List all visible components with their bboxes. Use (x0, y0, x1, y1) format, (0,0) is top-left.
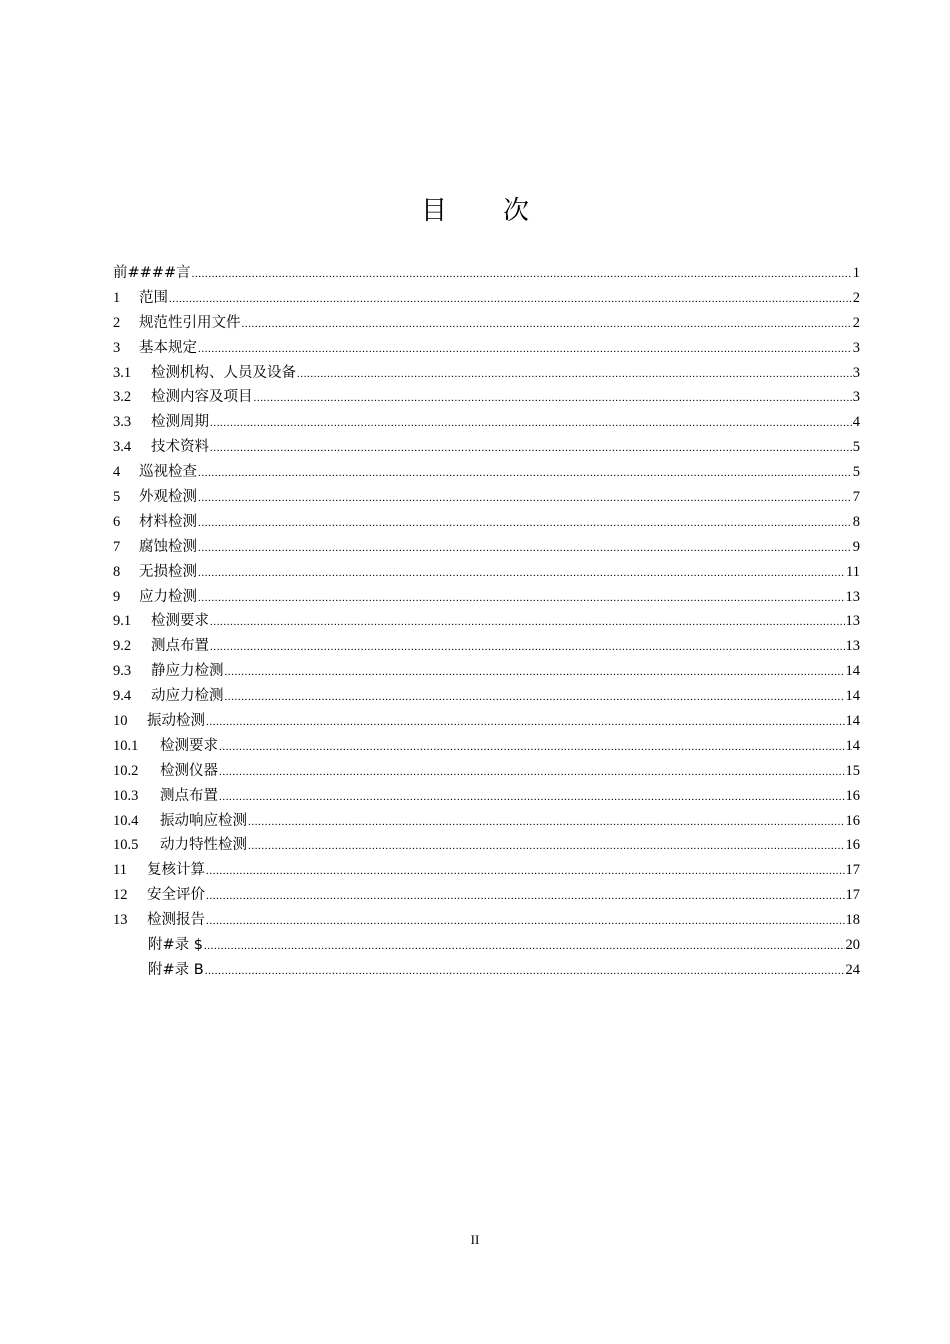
toc-leader-dots (169, 287, 852, 312)
toc-entry-title: 静应力检测 (151, 663, 224, 680)
toc-entry-number: 10.2 (113, 762, 139, 779)
toc-entry[interactable] (113, 560, 860, 585)
toc-entry-title: 测点布置 (160, 787, 218, 804)
toc-leader-dots (248, 810, 845, 835)
toc-entry-title: 检测报告 (147, 912, 205, 929)
toc-entry-title: 附#录 B (148, 961, 204, 978)
toc-leader-dots (206, 884, 845, 909)
toc-entry-title: 复核计算 (147, 862, 205, 879)
toc-entry-title: 振动响应检测 (160, 812, 247, 829)
toc-entry-title: 安全评价 (147, 887, 205, 904)
toc-entry-page: 3 (852, 364, 860, 381)
toc-leader-dots (206, 909, 845, 934)
toc-entry[interactable] (113, 809, 860, 834)
toc-entry[interactable] (113, 684, 860, 709)
toc-entry[interactable] (113, 385, 860, 410)
toc-entry-page: 1 (852, 265, 860, 281)
toc-leader-dots (198, 486, 852, 511)
toc-entry[interactable] (113, 361, 860, 386)
toc-entry[interactable] (113, 784, 860, 809)
toc-entry-number: 1 (113, 289, 121, 306)
toc-entry-title: 检测要求 (151, 613, 209, 630)
toc-entry[interactable] (113, 609, 860, 634)
toc-entry-page: 14 (845, 688, 860, 705)
toc-entry-number: 3.1 (113, 364, 132, 381)
toc-entry-number: 10.3 (113, 787, 139, 804)
toc-entry-number: 9.4 (113, 688, 132, 705)
toc-entry[interactable] (113, 858, 860, 883)
toc-leader-dots (225, 685, 845, 710)
toc-entry-title: 振动检测 (147, 713, 205, 730)
toc-entry-number: 3.3 (113, 414, 132, 431)
toc-entry-number: 10.4 (113, 812, 139, 829)
toc-entry-number: 3.2 (113, 389, 132, 406)
toc-leader-dots (219, 785, 845, 810)
toc-entry-title: 规范性引用文件 (139, 314, 241, 331)
toc-leader-dots (198, 337, 852, 362)
toc-entry[interactable] (113, 659, 860, 684)
toc-leader-dots (198, 461, 852, 486)
toc-entry-title: 检测内容及项目 (151, 389, 253, 406)
toc-entry-page: 8 (852, 513, 860, 530)
toc-entry-number: 12 (113, 887, 128, 904)
toc-entry-page: 13 (845, 638, 860, 655)
toc-entry-page: 14 (845, 713, 860, 730)
toc-leader-dots (198, 511, 852, 536)
toc-entry-title: 动力特性检测 (160, 837, 247, 854)
toc-entry-title: 检测要求 (160, 737, 218, 754)
toc-entry[interactable] (113, 709, 860, 734)
toc-entry-page: 24 (845, 961, 860, 978)
toc-entry[interactable] (113, 958, 860, 983)
toc-entry-page: 9 (852, 538, 860, 555)
toc-entry[interactable] (113, 286, 860, 311)
toc-leader-dots (198, 586, 845, 611)
toc-leader-dots (254, 386, 852, 411)
toc-entry-title: 前####言 (113, 265, 191, 281)
toc-entry-page: 16 (845, 812, 860, 829)
toc-entry-number: 4 (113, 464, 121, 481)
toc-entry-title: 腐蚀检测 (139, 538, 197, 555)
toc-leader-dots (206, 710, 845, 735)
toc-entry[interactable] (113, 261, 860, 286)
toc-leader-dots (198, 536, 852, 561)
toc-leader-dots (198, 561, 845, 586)
toc-entry[interactable] (113, 336, 860, 361)
toc-entry[interactable] (113, 759, 860, 784)
toc-entry-page: 16 (845, 787, 860, 804)
toc-entry-title: 应力检测 (139, 588, 197, 605)
toc-entry-page: 2 (852, 289, 860, 306)
toc-entry-page: 14 (845, 737, 860, 754)
toc-leader-dots (210, 610, 845, 635)
toc-entry-title: 巡视检查 (139, 464, 197, 481)
toc-entry-number: 9 (113, 588, 121, 605)
toc-entry-title: 无损检测 (139, 563, 197, 580)
toc-entry-number: 2 (113, 314, 121, 331)
toc-entry[interactable] (113, 634, 860, 659)
toc-entry-page: 2 (852, 314, 860, 331)
toc-entry-page: 5 (852, 439, 860, 456)
toc-leader-dots (210, 635, 845, 660)
toc-leader-dots (225, 660, 845, 685)
toc-entry[interactable] (113, 535, 860, 560)
toc-entry-page: 17 (845, 862, 860, 879)
toc-entry-page: 14 (845, 663, 860, 680)
toc-leader-dots (219, 735, 845, 760)
toc-entry-number: 9.1 (113, 613, 132, 630)
toc-entry-title: 附#录 $ (148, 937, 203, 954)
toc-entry-title: 范围 (139, 289, 168, 306)
toc-entry-page: 11 (846, 563, 860, 580)
toc-leader-dots (242, 312, 852, 337)
toc-entry-title: 检测仪器 (160, 762, 218, 779)
toc-entry[interactable] (113, 460, 860, 485)
toc-entry-page: 3 (852, 339, 860, 356)
toc-entry-number: 7 (113, 538, 121, 555)
toc-entry-title: 材料检测 (139, 513, 197, 530)
toc-entry[interactable] (113, 485, 860, 510)
toc-entry-page: 7 (852, 489, 860, 506)
toc-entry-title: 基本规定 (139, 339, 197, 356)
toc-leader-dots (205, 959, 845, 984)
toc-entry-number: 10.5 (113, 837, 139, 854)
toc-leader-dots (206, 859, 845, 884)
toc-entry-page: 13 (845, 588, 860, 605)
toc-entry-page: 15 (845, 762, 860, 779)
toc-entry-number: 10 (113, 713, 128, 730)
toc-entry-number: 11 (113, 862, 127, 879)
toc-entry-page: 4 (852, 414, 860, 431)
toc-leader-dots (210, 436, 852, 461)
toc-leader-dots (297, 362, 852, 387)
toc-entry-number: 9.2 (113, 638, 132, 655)
toc-entry[interactable] (113, 883, 860, 908)
toc-entry[interactable] (113, 734, 860, 759)
table-of-contents (113, 261, 860, 983)
toc-entry-title: 检测机构、人员及设备 (151, 364, 296, 381)
toc-leader-dots (219, 760, 845, 785)
toc-entry[interactable] (113, 833, 860, 858)
toc-entry-page: 17 (845, 887, 860, 904)
page-number: II (470, 1232, 480, 1247)
toc-leader-dots (248, 834, 845, 859)
toc-entry-title: 测点布置 (151, 638, 209, 655)
toc-entry-page: 13 (845, 613, 860, 630)
page-title: 目次 (420, 196, 585, 226)
toc-entry-page: 3 (852, 389, 860, 406)
toc-entry-title: 外观检测 (139, 489, 197, 506)
toc-entry-number: 3.4 (113, 439, 132, 456)
toc-entry-number: 8 (113, 563, 121, 580)
toc-entry[interactable] (113, 410, 860, 435)
toc-entry[interactable] (113, 908, 860, 933)
toc-entry-title: 动应力检测 (151, 688, 224, 705)
toc-entry-title: 检测周期 (151, 414, 209, 431)
toc-entry-page: 18 (845, 912, 860, 929)
toc-leader-dots (210, 411, 852, 436)
toc-entry-page: 16 (845, 837, 860, 854)
toc-entry-number: 9.3 (113, 663, 132, 680)
toc-entry-page: 20 (845, 937, 860, 954)
toc-leader-dots (204, 934, 845, 959)
toc-entry-title: 技术资料 (151, 439, 209, 456)
toc-entry[interactable] (113, 585, 860, 610)
toc-entry-number: 5 (113, 489, 121, 506)
toc-leader-dots (192, 262, 852, 287)
toc-entry[interactable] (113, 933, 860, 958)
toc-entry[interactable] (113, 435, 860, 460)
toc-entry[interactable] (113, 311, 860, 336)
toc-entry-number: 13 (113, 912, 128, 929)
toc-entry-number: 10.1 (113, 737, 139, 754)
toc-entry-number: 3 (113, 339, 121, 356)
toc-entry[interactable] (113, 510, 860, 535)
toc-entry-number: 6 (113, 513, 121, 530)
toc-entry-page: 5 (852, 464, 860, 481)
